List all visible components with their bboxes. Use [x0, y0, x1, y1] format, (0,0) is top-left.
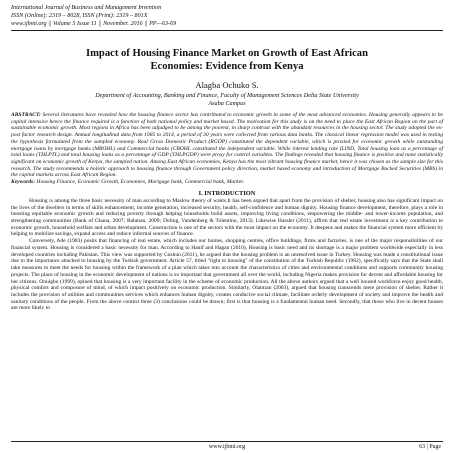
keywords-text: Housing Finance, Economic Growth, Economies, Mortgage bank, Commercial bank, Market.	[35, 179, 245, 186]
section-heading-introduction: I. INTRODUCTION	[198, 189, 256, 197]
title-line-1: Impact of Housing Finance Market on Growth of East African	[85, 48, 368, 59]
header-rule	[11, 30, 443, 31]
paragraph-2: Conversely, Ade (1983) posits that financing of real estate, which includes our homes, shopping centres, office buildings, firms and factories, is one of the major responsibilities of our financial system. Housing is considered a basic necessity for man. According to Hanif and Hagan (2010), Housing is basic need and its shortage is a major problem worldwide especially in less developed countries including Pakistan. This view was supported by Coskun (2011), he argued that the housing problem is an unresolved issue in Turkey. Housing was made a constitutional issue due to the importance attached to housing by the Turkish government. Article 57, titled "right to housing" of the constitution of the Turkish Republic (1982), specifically says that the State shall take measures to meet the needs for housing within the framework of a plan which takes into account the characteristics of cities and environmental conditions and supports community housing projects. The place of housing in the economic development of nations is so important that government all over the world, including Nigeria makes provision for decent and affordable housing for her citizens. Onuigbo (1999), opined that housing is a very important facility in the scheme of economic production. All the above authors argued that a well housed workforce enjoy good health, physical comfort and composure of mind, of which impact positively on economic production. Similarly, Olantran (2003), argued that housing transcends mere provision of shelter. Rather it includes the provision of utilities and communities services which enhances human dignity, creates conducive social climate, facilitate orderly development of society and improve the health and sanitary conditions of the people. From the above context three (3) conclusions could be drawn; first is that housing is a fundamental human need. Secondly, that those who live in decent houses are more likely to	[11, 238, 443, 312]
affiliation-line-2: Asaba Campus	[208, 100, 246, 107]
keywords-label: Keywords:	[11, 179, 36, 186]
keywords	[11, 179, 443, 186]
footer-rule	[11, 441, 443, 442]
abstract	[11, 112, 443, 179]
journal-volume: www.ijbmi.org || Volume 5 Issue 11 || November. 2016 || PP—63-69	[11, 21, 177, 27]
page-number: 63 | Page	[419, 444, 441, 450]
body-text	[11, 198, 443, 312]
affiliation-line-1: Department of Accounting, Banking and Finance, Faculty of Management Sciences Delta State University	[95, 92, 359, 99]
title-line-2: Economies: Evidence from Kenya	[150, 60, 304, 72]
paper-title	[11, 48, 443, 73]
journal-header	[11, 4, 443, 28]
footer-website[interactable]: www.ijbmi.org	[208, 444, 246, 450]
abstract-text: Several literatures have revealed how the housing finance sector has contributed to economic growth in some of the most advanced economies. Housing generally appears to be capital intensive hence the finance required is a function of both national policy and market based. The motivation for this study is on the need to place the East African Region on the part of sustainable economic growth. Most regions in Africa has been adjudged to be among the poorest, in sharp contrast with the abundant resources in the housing sector. The study adopted the ex-post factor research design. Annual longitudinal data from 1985 to 2014, a period of 30 years were collected from various data banks. The classical linear regression model was used in testing the hypothesis formulated from the sampled economy. Real Gross Domestic Product (RGDP) constituted the dependent variable, which is proxied for economic growth while outstanding mortgage loans by mortgage banks (MBOHL) and Commercial banks (CBOHL constituted the independent variable. While interest lending rate (LIND, Total housing loan as a percentage of total loans (THLPTL) and total housing loans as a percentage of GDP (THLPGDP) were proxy for control variables. The findings revealed that housing finance is positive and none statistically significant on economic growth of Kenya, the sampled nation. Among East African economies, Kenya has the most vibrant housing finance market, hence it was chosen as the sample size for this research. The study recommends a holistic approach to housing finance through Government policy direction, market based economy and introduction of Mortgage Backed Securities (MBS) in the capital markets across East African Region.	[11, 112, 443, 179]
abstract-label: ABSTRACT:	[11, 112, 41, 118]
page-footer	[11, 441, 443, 451]
journal-issn: ISSN (Online): 2319 – 8028, ISSN (Print): 2319 – 801X	[11, 13, 148, 19]
paragraph-1: Housing is among the three basic necessity of man according to Maslow theory of wants.It has been argued that apart from the provision of shelter, housing also has significant impact on the lives of the dwellers in terms of skills enhancement, income generation, increased security, health, self-confidence and human dignity. Housing finance development, therefore, plays a role in boosting equitable economic growth and reducing poverty through helping households build assets, improving living conditions, empowering the middle- and lower-income population, and strengthening communities (Bank of Ghana, 2007; Rahman, 2009; Doling, Vandenberg & Tolentino, 2013). Likewise Hassler (2011), affirm that real estate investment is a key contribution to economic growth, household welfare and urban development. Construction is one of the sectors with the most impact on the economy. It deepens and makes the financial system more efficient by helping to mobilize savings, expand access and reduce informal sources of finance.	[11, 197, 443, 238]
author-name: Alagba Ochuko S.	[195, 80, 259, 90]
author-affiliation	[11, 92, 443, 108]
journal-name: International Journal of Business and Management Invention	[11, 5, 162, 11]
